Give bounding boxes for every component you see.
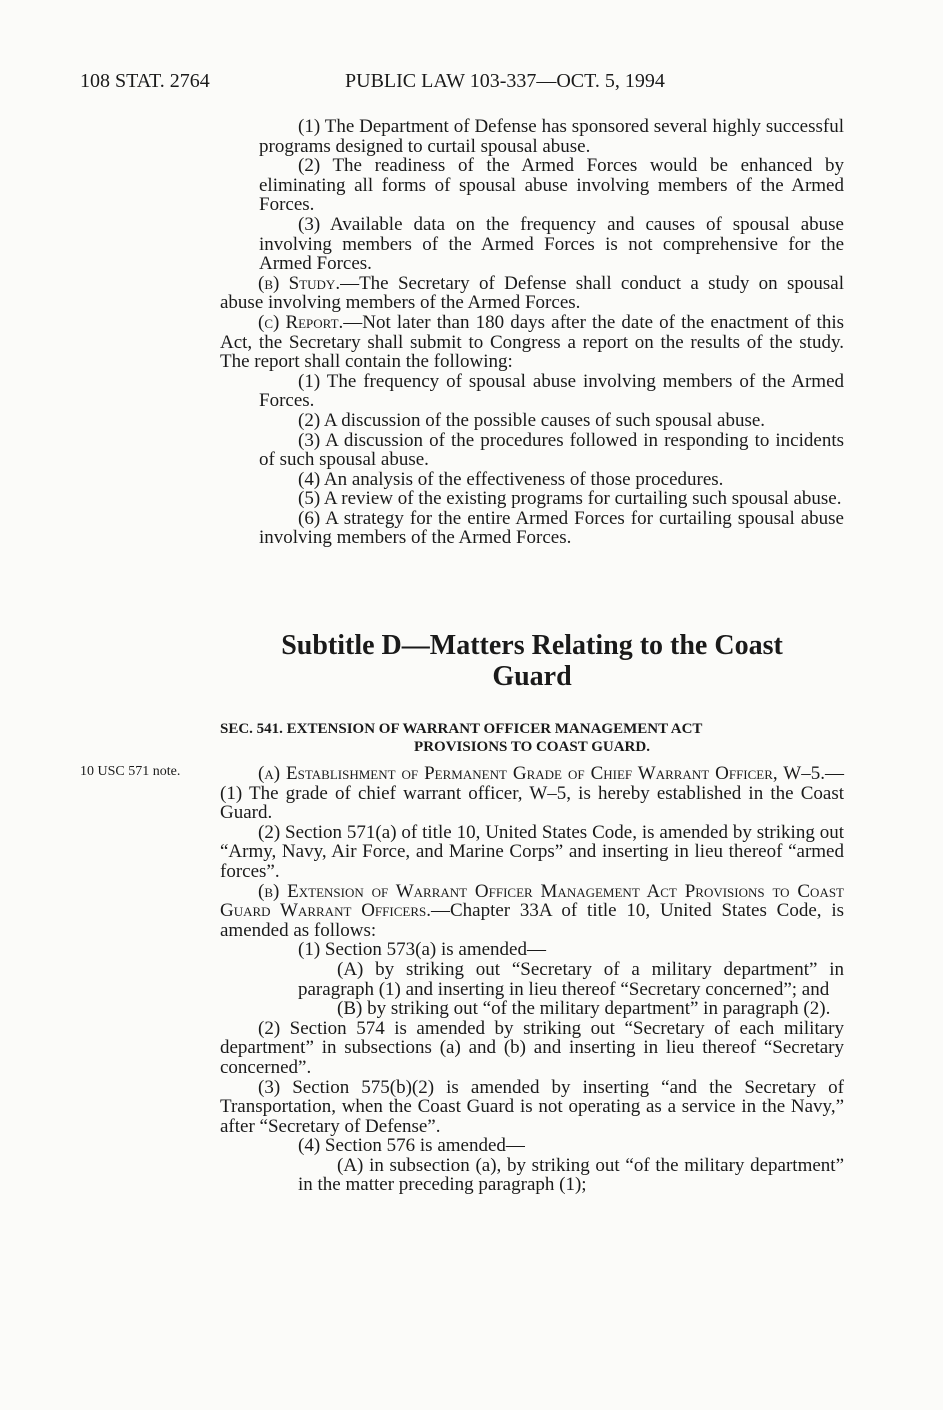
section-heading-line-2: PROVISIONS TO COAST GUARD. — [414, 739, 650, 755]
paragraph-b-1: (1) Section 573(a) is amended— — [298, 939, 546, 961]
report-item-2: (2) A discussion of the possible causes of such spousal abuse. — [298, 409, 766, 431]
finding-2: (2) The readiness of the Armed Forces would be enhanced by eliminating all forms of spousal abuse involving members of the Armed Forces. — [259, 155, 844, 216]
paragraph-b-3: (3) Section 575(b)(2) is amended by inserting “and the Secretary of Transportation, when the Coast Guard is not operating as a service in the Navy,” after “Secretary of Defense”. — [220, 1076, 844, 1137]
folio: 108 STAT. 2764 — [80, 70, 210, 92]
subtitle-line-1: Subtitle D—Matters Relating to the Coast — [281, 630, 783, 661]
subparagraph-b-4-a: (A) in subsection (a), by striking out “of the military department” in the matter preceding paragraph (1); — [298, 1154, 844, 1196]
subsection-a — [220, 764, 844, 823]
report-item-5: (5) A review of the existing programs for curtailing such spousal abuse. — [298, 488, 842, 510]
report-item-1: (1) The frequency of spousal abuse involving members of the Armed Forces. — [259, 370, 844, 412]
finding-3: (3) Available data on the frequency and causes of spousal abuse involving members of the Armed Forces is not comprehensive for the Armed Forces. — [259, 213, 844, 275]
study-paragraph — [220, 274, 844, 313]
paragraph-b-2: (2) Section 574 is amended by striking out “Secretary of each military department” in subsections (a) and (b) and inserting in lieu thereof “Secretary concerned”. — [220, 1017, 844, 1078]
subtitle-heading — [220, 630, 844, 692]
report-text: Not later than 180 days after the date of the enactment of this Act, the Secretary shall submit to Congress a report on the results of the study. The report shall contain the following: — [220, 311, 844, 373]
subparagraph-b-1-a: (A) by striking out “Secretary of a military department” in paragraph (1) and inserting in lieu thereof “Secretary concerned”; and — [298, 958, 844, 1000]
report-item-4: (4) An analysis of the effectiveness of those procedures. — [298, 468, 724, 490]
findings-and-report-block — [220, 117, 844, 548]
section-heading-line-1: SEC. 541. EXTENSION OF WARRANT OFFICER MANAGEMENT ACT — [220, 721, 703, 737]
subsection-a-text: (1) The grade of chief warrant officer, W–5, is hereby established in the Coast Guard. — [220, 782, 844, 824]
section-541-block — [220, 764, 844, 1195]
margin-note: 10 USC 571 note. — [80, 764, 181, 779]
subsection-b-label: (b) Extension of Warrant Officer Management Act Provisions to Coast Guard Warrant Officers.— — [220, 880, 844, 922]
report-item-6: (6) A strategy for the entire Armed Forces for curtailing spousal abuse involving members of the Armed Forces. — [259, 507, 844, 549]
study-text: The Secretary of Defense shall conduct a study on spousal abuse involving members of the Armed Forces. — [220, 272, 844, 314]
running-head: PUBLIC LAW 103-337—OCT. 5, 1994 — [345, 70, 665, 92]
subparagraph-b-1-b: (B) by striking out “of the military department” in paragraph (2). — [337, 998, 831, 1020]
report-item-3: (3) A discussion of the procedures followed in responding to incidents of such spousal abuse. — [259, 429, 844, 471]
subsection-a-label: (a) Establishment of Permanent Grade of Chief Warrant Officer, W–5.— — [258, 763, 844, 784]
study-label: (b) Study.— — [258, 272, 360, 294]
section-heading — [220, 720, 844, 756]
subsection-b — [220, 882, 844, 941]
subtitle-line-2: Guard — [492, 661, 572, 692]
report-label: (c) Report.— — [258, 311, 363, 333]
finding-1: (1) The Department of Defense has sponsored several highly successful programs designed to curtail spousal abuse. — [259, 116, 844, 157]
report-paragraph — [220, 313, 844, 372]
subsection-b-text: Chapter 33A of title 10, United States Code, is amended as follows: — [220, 900, 844, 941]
subsection-a-2: (2) Section 571(a) of title 10, United States Code, is amended by striking out “Army, Navy, Air Force, and Marine Corps” and inserting in lieu thereof “armed forces”. — [220, 821, 844, 882]
paragraph-b-4: (4) Section 576 is amended— — [298, 1135, 525, 1157]
